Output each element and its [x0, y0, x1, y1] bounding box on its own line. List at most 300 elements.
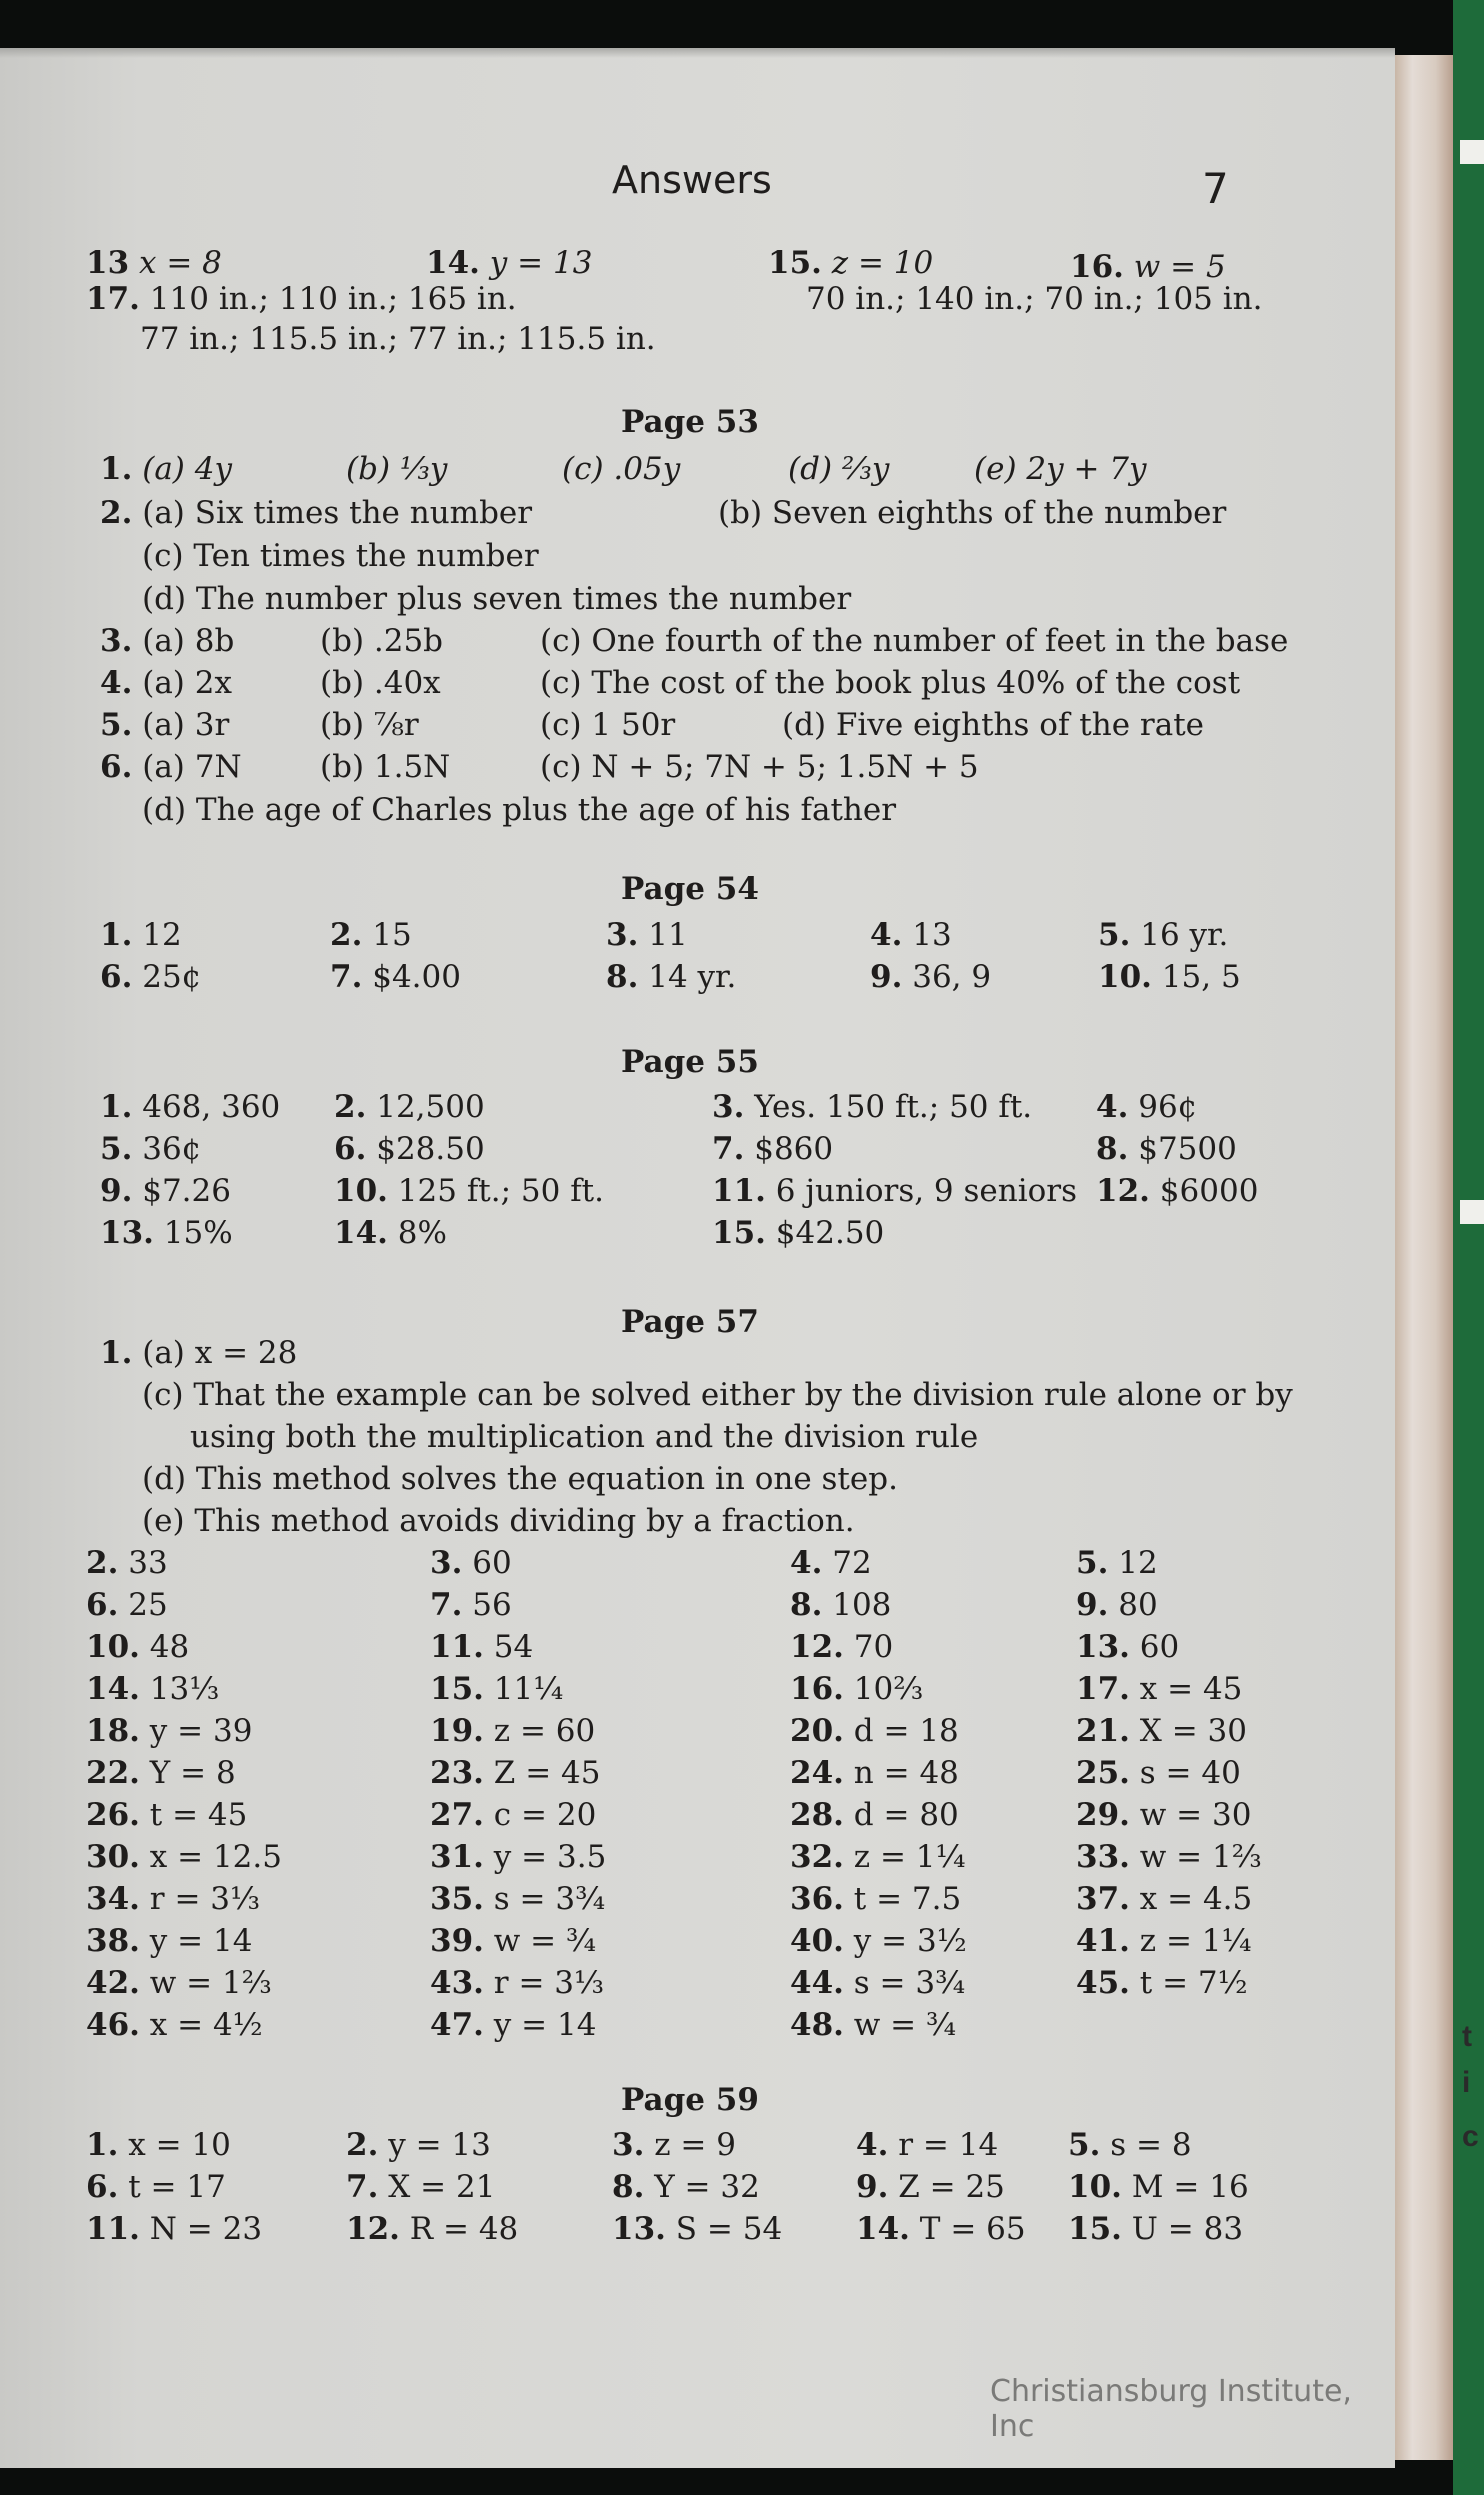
answer-number: 34. — [86, 1881, 140, 1917]
answer-item — [1096, 1089, 1198, 1125]
answer-value: Z = 25 — [898, 2169, 1005, 2205]
answer-item — [612, 2211, 783, 2247]
answer-number: 9. — [870, 959, 903, 995]
answer-value: $860 — [754, 1131, 834, 1167]
answer-value: x = 4.5 — [1139, 1881, 1253, 1917]
page-title: Answers — [612, 158, 772, 202]
answer-item — [712, 1131, 834, 1167]
answer-number: 28. — [790, 1797, 844, 1833]
section-title-page-57: Page 57 — [621, 1304, 759, 1340]
p53-q1-c: (c) .05y — [562, 451, 681, 487]
answer-number: 10. — [334, 1173, 388, 1209]
answer-number: 7. — [346, 2169, 379, 2205]
answer-number: 6. — [86, 2169, 119, 2205]
answer-item — [790, 1755, 959, 1791]
answer-number: 12. — [346, 2211, 400, 2247]
answer-item — [86, 1839, 282, 1875]
answer-item — [1076, 1755, 1241, 1791]
answer-number: 8. — [612, 2169, 645, 2205]
answer-value: Z = 45 — [493, 1755, 601, 1791]
answer-value: s = 40 — [1139, 1755, 1241, 1791]
answer-item — [430, 2007, 597, 2043]
answer-item — [346, 2127, 491, 2163]
answer-item — [790, 1713, 959, 1749]
p53-q5-c: (c) 1 50r — [540, 707, 676, 743]
answer-number: 31. — [430, 1839, 484, 1875]
answer-value: 15 — [372, 917, 412, 953]
answer-number: 21. — [1076, 1713, 1130, 1749]
answer-item — [1076, 1839, 1262, 1875]
answer-number: 11. — [430, 1629, 484, 1665]
answer-value: 96¢ — [1138, 1089, 1198, 1125]
answer-item — [86, 2127, 231, 2163]
answer-item — [430, 1713, 596, 1749]
answer-value: 60 — [1139, 1629, 1180, 1665]
answer-number: 9. — [1076, 1587, 1109, 1623]
p57-q1-e: (e) This method avoids dividing by a fraction. — [142, 1503, 855, 1539]
answer-item — [430, 1629, 534, 1665]
answer-value: x = 45 — [1139, 1671, 1243, 1707]
answer-14: 14. y = 13 — [426, 245, 593, 281]
answer-number: 1. — [100, 917, 133, 953]
p57-q1-c2: using both the multiplication and the division rule — [190, 1419, 979, 1455]
answer-value: Y = 32 — [654, 2169, 760, 2205]
p53-q5-b: (b) ⅞r — [320, 707, 419, 743]
answer-value: 6 juniors, 9 seniors — [775, 1173, 1078, 1209]
answer-number: 24. — [790, 1755, 844, 1791]
answer-number: 7. — [330, 959, 363, 995]
answer-item — [790, 1839, 966, 1875]
answer-number: 14. — [86, 1671, 140, 1707]
answer-value: $7.26 — [142, 1173, 231, 1209]
p53-q2-c: (c) Ten times the number — [142, 538, 539, 574]
answer-value: X = 21 — [388, 2169, 496, 2205]
answer-number: 5. — [1098, 917, 1131, 953]
answer-value: $7500 — [1138, 1131, 1237, 1167]
answer-item — [346, 2211, 519, 2247]
section-title-page-55: Page 55 — [621, 1044, 759, 1080]
answer-value: 125 ft.; 50 ft. — [397, 1173, 604, 1209]
answer-number: 14. — [856, 2211, 910, 2247]
answer-value: 54 — [493, 1629, 534, 1665]
answer-item — [330, 959, 461, 995]
answer-number: 38. — [86, 1923, 140, 1959]
answer-value: r = 3⅓ — [149, 1881, 261, 1917]
answer-value: 60 — [472, 1545, 512, 1581]
answer-value: Y = 8 — [149, 1755, 236, 1791]
answer-number: 9. — [100, 1173, 133, 1209]
answer-number: 4. — [1096, 1089, 1129, 1125]
answer-item — [790, 1881, 962, 1917]
answer-16: 16. w = 5 — [1070, 249, 1226, 285]
answer-number: 17. — [1076, 1671, 1130, 1707]
answer-value: 12 — [1118, 1545, 1158, 1581]
p53-q2-b: (b) Seven eighths of the number — [718, 495, 1227, 531]
answer-number: 18. — [86, 1713, 140, 1749]
answer-value: 70 — [853, 1629, 894, 1665]
answer-number: 33. — [1076, 1839, 1130, 1875]
answer-value: 80 — [1118, 1587, 1158, 1623]
answer-number: 36. — [790, 1881, 844, 1917]
p53-q6-c: (c) N + 5; 7N + 5; 1.5N + 5 — [540, 749, 979, 785]
answer-item — [86, 1881, 261, 1917]
edge-mark — [1460, 1200, 1484, 1224]
answer-value: t = 7½ — [1139, 1965, 1248, 2001]
answer-value: 15, 5 — [1161, 959, 1241, 995]
answer-item — [1076, 1881, 1253, 1917]
answer-item — [86, 1671, 220, 1707]
p53-q4-a: 4. (a) 2x — [100, 665, 232, 701]
p53-q3-a: 3. (a) 8b — [100, 623, 235, 659]
answer-item — [430, 1923, 597, 1959]
answer-item — [606, 917, 688, 953]
answer-number: 5. — [100, 1131, 133, 1167]
answer-number: 47. — [430, 2007, 484, 2043]
answer-value: Yes. 150 ft.; 50 ft. — [754, 1089, 1033, 1125]
answer-17-line1b: 70 in.; 140 in.; 70 in.; 105 in. — [806, 281, 1263, 317]
answer-number: 7. — [712, 1131, 745, 1167]
answer-value: 25 — [128, 1587, 168, 1623]
answer-value: t = 45 — [149, 1797, 248, 1833]
answer-value: $28.50 — [376, 1131, 485, 1167]
answer-15: 15. z = 10 — [768, 245, 934, 281]
answer-value: s = 8 — [1110, 2127, 1192, 2163]
answer-item — [612, 2169, 760, 2205]
answer-item — [430, 1965, 605, 2001]
answer-value: 12 — [142, 917, 182, 953]
p53-q5-d: (d) Five eighths of the rate — [782, 707, 1204, 743]
p53-q5-a: 5. (a) 3r — [100, 707, 230, 743]
p53-q1-e: (e) 2y + 7y — [974, 451, 1147, 487]
answer-item — [790, 1923, 967, 1959]
answer-item — [86, 1755, 236, 1791]
edge-mark — [1460, 140, 1484, 164]
answer-item — [86, 2211, 263, 2247]
answer-value: 48 — [149, 1629, 190, 1665]
answer-value: $42.50 — [775, 1215, 885, 1251]
answer-item — [100, 1173, 231, 1209]
answer-number: 10. — [1098, 959, 1152, 995]
answer-item — [856, 2211, 1026, 2247]
p53-q2-d: (d) The number plus seven times the number — [142, 581, 852, 617]
answer-number: 6. — [100, 959, 133, 995]
answer-value: x = 12.5 — [149, 1839, 282, 1875]
answer-item — [430, 1755, 601, 1791]
p53-q6-a: 6. (a) 7N — [100, 749, 242, 785]
answer-number: 11. — [86, 2211, 140, 2247]
answer-number: 23. — [430, 1755, 484, 1791]
answer-number: 45. — [1076, 1965, 1130, 2001]
answer-value: x = 4½ — [149, 2007, 263, 2043]
answer-value: T = 65 — [919, 2211, 1026, 2247]
answer-number: 14. — [334, 1215, 388, 1251]
answer-item — [430, 1839, 607, 1875]
p53-q4-c: (c) The cost of the book plus 40% of the cost — [540, 665, 1241, 701]
answer-value: w = 1⅔ — [149, 1965, 272, 2001]
answer-value: z = 1¼ — [853, 1839, 966, 1875]
answer-number: 25. — [1076, 1755, 1130, 1791]
p53-q2-a: 2. (a) Six times the number — [100, 495, 533, 531]
answer-number: 22. — [86, 1755, 140, 1791]
answer-value: 15% — [163, 1215, 233, 1251]
answer-number: 5. — [1076, 1545, 1109, 1581]
answer-number: 6. — [86, 1587, 119, 1623]
section-title-page-53: Page 53 — [621, 404, 759, 440]
answer-number: 12. — [1096, 1173, 1150, 1209]
answer-item — [712, 1173, 1078, 1209]
answer-number: 9. — [856, 2169, 889, 2205]
answer-value: 16 yr. — [1140, 917, 1229, 953]
answer-number: 13. — [612, 2211, 666, 2247]
answer-item — [100, 1215, 233, 1251]
answer-value: 468, 360 — [142, 1089, 281, 1125]
p57-q1-d: (d) This method solves the equation in one step. — [142, 1461, 898, 1497]
answer-number: 2. — [86, 1545, 119, 1581]
answer-number: 20. — [790, 1713, 844, 1749]
answer-value: y = 39 — [149, 1713, 253, 1749]
answer-value: N = 23 — [149, 2211, 263, 2247]
answer-number: 12. — [790, 1629, 844, 1665]
section-title-page-54: Page 54 — [621, 871, 759, 907]
answer-value: M = 16 — [1131, 2169, 1249, 2205]
answer-value: z = 1¼ — [1139, 1923, 1252, 1959]
answer-number: 8. — [790, 1587, 823, 1623]
answer-number: 3. — [712, 1089, 745, 1125]
answer-value: S = 54 — [675, 2211, 783, 2247]
answer-number: 4. — [790, 1545, 823, 1581]
p53-q3-c: (c) One fourth of the number of feet in the base — [540, 623, 1289, 659]
section-title-page-59: Page 59 — [621, 2082, 759, 2118]
answer-value: X = 30 — [1139, 1713, 1247, 1749]
answer-item — [334, 1089, 485, 1125]
answer-value: w = 1⅔ — [1139, 1839, 1262, 1875]
answer-item — [100, 917, 182, 953]
answer-value: 11¼ — [493, 1671, 564, 1707]
answer-number: 3. — [430, 1545, 463, 1581]
answer-item — [86, 1545, 168, 1581]
answer-value: r = 14 — [898, 2127, 999, 2163]
answer-value: y = 3.5 — [493, 1839, 607, 1875]
edge-letter-2: i — [1462, 2066, 1471, 2099]
answer-item — [1068, 2127, 1192, 2163]
answer-item — [856, 2169, 1005, 2205]
answer-value: 11 — [648, 917, 688, 953]
answer-number: 32. — [790, 1839, 844, 1875]
answer-value: w = ¾ — [493, 1923, 597, 1959]
answer-value: s = 3¾ — [853, 1965, 966, 2001]
answer-item — [1098, 959, 1241, 995]
answer-value: t = 17 — [128, 2169, 226, 2205]
answer-number: 8. — [1096, 1131, 1129, 1167]
answer-number: 6. — [334, 1131, 367, 1167]
answer-number: 41. — [1076, 1923, 1130, 1959]
answer-value: 14 yr. — [648, 959, 737, 995]
answer-item — [790, 1545, 872, 1581]
answer-value: 13 — [912, 917, 952, 953]
answer-value: y = 14 — [493, 2007, 597, 2043]
p57-q1-c1: (c) That the example can be solved either by the division rule alone or by — [142, 1377, 1293, 1413]
answer-item — [1076, 1629, 1180, 1665]
page-shadow — [0, 48, 1395, 58]
answer-value: d = 18 — [853, 1713, 959, 1749]
answer-number: 39. — [430, 1923, 484, 1959]
answer-item — [1076, 1713, 1247, 1749]
answer-number: 37. — [1076, 1881, 1130, 1917]
edge-letter-3: c — [1462, 2120, 1479, 2153]
answer-value: 36, 9 — [912, 959, 992, 995]
answer-item — [100, 1131, 202, 1167]
answer-item — [790, 1629, 894, 1665]
answer-17-line1: 17. 110 in.; 110 in.; 165 in. — [86, 281, 517, 317]
answer-number: 2. — [334, 1089, 367, 1125]
answer-number: 2. — [346, 2127, 379, 2163]
answer-value: 33 — [128, 1545, 168, 1581]
answer-number: 2. — [330, 917, 363, 953]
p53-q1-n: 1. (a) 4y — [100, 451, 232, 487]
answer-item — [1068, 2211, 1244, 2247]
p57-q1-a: 1. (a) x = 28 — [100, 1335, 298, 1371]
answer-value: d = 80 — [853, 1797, 959, 1833]
page-number: 7 — [1202, 164, 1229, 213]
p53-q6-b: (b) 1.5N — [320, 749, 451, 785]
answer-item — [86, 1629, 190, 1665]
answer-value: 25¢ — [142, 959, 202, 995]
answer-item — [430, 1545, 512, 1581]
answer-value: y = 3½ — [853, 1923, 967, 1959]
answer-number: 30. — [86, 1839, 140, 1875]
answer-item — [330, 917, 412, 953]
answer-value: 56 — [472, 1587, 512, 1623]
answer-item — [100, 1089, 281, 1125]
answer-value: 10⅔ — [853, 1671, 924, 1707]
answer-value: z = 9 — [654, 2127, 736, 2163]
answer-value: c = 20 — [493, 1797, 597, 1833]
answer-item — [1096, 1173, 1259, 1209]
answer-number: 8. — [606, 959, 639, 995]
answer-item — [86, 1797, 248, 1833]
page-edge — [1395, 55, 1453, 2460]
answer-value: $6000 — [1159, 1173, 1259, 1209]
answer-value: 13⅓ — [149, 1671, 220, 1707]
answer-number: 44. — [790, 1965, 844, 2001]
edge-letter-1: t — [1462, 2020, 1472, 2053]
answer-item — [712, 1089, 1033, 1125]
answer-value: n = 48 — [853, 1755, 959, 1791]
answer-value: s = 3¾ — [493, 1881, 606, 1917]
answer-item — [334, 1215, 447, 1251]
answer-value: x = 10 — [128, 2127, 231, 2163]
answer-value: 72 — [832, 1545, 872, 1581]
answer-number: 13. — [1076, 1629, 1130, 1665]
answer-value: 36¢ — [142, 1131, 202, 1167]
answer-number: 4. — [870, 917, 903, 953]
answer-item — [430, 1587, 512, 1623]
answer-value: r = 3⅓ — [493, 1965, 605, 2001]
answer-item — [870, 917, 952, 953]
answer-value: y = 13 — [388, 2127, 491, 2163]
answer-value: 8% — [397, 1215, 447, 1251]
answer-number: 48. — [790, 2007, 844, 2043]
answer-item — [1096, 1131, 1237, 1167]
answer-item — [86, 1587, 168, 1623]
answer-item — [790, 1587, 892, 1623]
answer-value: $4.00 — [372, 959, 461, 995]
book-page — [0, 48, 1395, 2468]
answer-item — [100, 959, 202, 995]
answer-number: 11. — [712, 1173, 766, 1209]
answer-item — [1076, 1797, 1252, 1833]
answer-item — [790, 2007, 957, 2043]
answer-value: z = 60 — [493, 1713, 596, 1749]
answer-item — [334, 1131, 485, 1167]
answer-number: 4. — [856, 2127, 889, 2163]
answer-item — [86, 2007, 263, 2043]
answer-item — [790, 1797, 959, 1833]
p53-q1-b: (b) ⅓y — [346, 451, 448, 487]
answer-value: t = 7.5 — [853, 1881, 962, 1917]
answer-item — [346, 2169, 496, 2205]
answer-number: 35. — [430, 1881, 484, 1917]
answer-number: 15. — [1068, 2211, 1122, 2247]
watermark: Christiansburg Institute, Inc — [990, 2374, 1352, 2444]
answer-item — [86, 1923, 253, 1959]
answer-number: 7. — [430, 1587, 463, 1623]
answer-number: 29. — [1076, 1797, 1130, 1833]
answer-item — [86, 1713, 253, 1749]
answer-item — [430, 1797, 597, 1833]
answer-number: 43. — [430, 1965, 484, 2001]
answer-item — [870, 959, 992, 995]
p53-q1-d: (d) ⅔y — [788, 451, 890, 487]
answer-item — [86, 2169, 226, 2205]
answer-value: 12,500 — [376, 1089, 485, 1125]
answer-number: 13. — [100, 1215, 154, 1251]
answer-item — [430, 1881, 606, 1917]
answer-item — [712, 1215, 885, 1251]
answer-value: R = 48 — [409, 2211, 519, 2247]
answer-number: 46. — [86, 2007, 140, 2043]
answer-item — [1076, 1923, 1252, 1959]
answer-number: 3. — [612, 2127, 645, 2163]
answer-item — [790, 1671, 924, 1707]
answer-item — [856, 2127, 999, 2163]
answer-number: 19. — [430, 1713, 484, 1749]
answer-value: 108 — [832, 1587, 892, 1623]
answer-17-line2: 77 in.; 115.5 in.; 77 in.; 115.5 in. — [140, 321, 656, 357]
answer-number: 1. — [100, 1089, 133, 1125]
p53-q4-b: (b) .40x — [320, 665, 441, 701]
answer-value: y = 14 — [149, 1923, 253, 1959]
p53-q3-b: (b) .25b — [320, 623, 444, 659]
answer-item — [1076, 1671, 1243, 1707]
answer-number: 15. — [430, 1671, 484, 1707]
answer-number: 10. — [1068, 2169, 1122, 2205]
answer-number: 3. — [606, 917, 639, 953]
p53-q6-d: (d) The age of Charles plus the age of his father — [142, 792, 897, 828]
answer-item — [1068, 2169, 1249, 2205]
answer-item — [1076, 1587, 1158, 1623]
answer-item — [1098, 917, 1229, 953]
answer-number: 16. — [790, 1671, 844, 1707]
answer-number: 5. — [1068, 2127, 1101, 2163]
answer-item — [1076, 1965, 1248, 2001]
answer-value: w = 30 — [1139, 1797, 1252, 1833]
answer-item — [1076, 1545, 1158, 1581]
answer-item — [612, 2127, 736, 2163]
answer-number: 42. — [86, 1965, 140, 2001]
answer-item — [606, 959, 737, 995]
answer-item — [334, 1173, 604, 1209]
